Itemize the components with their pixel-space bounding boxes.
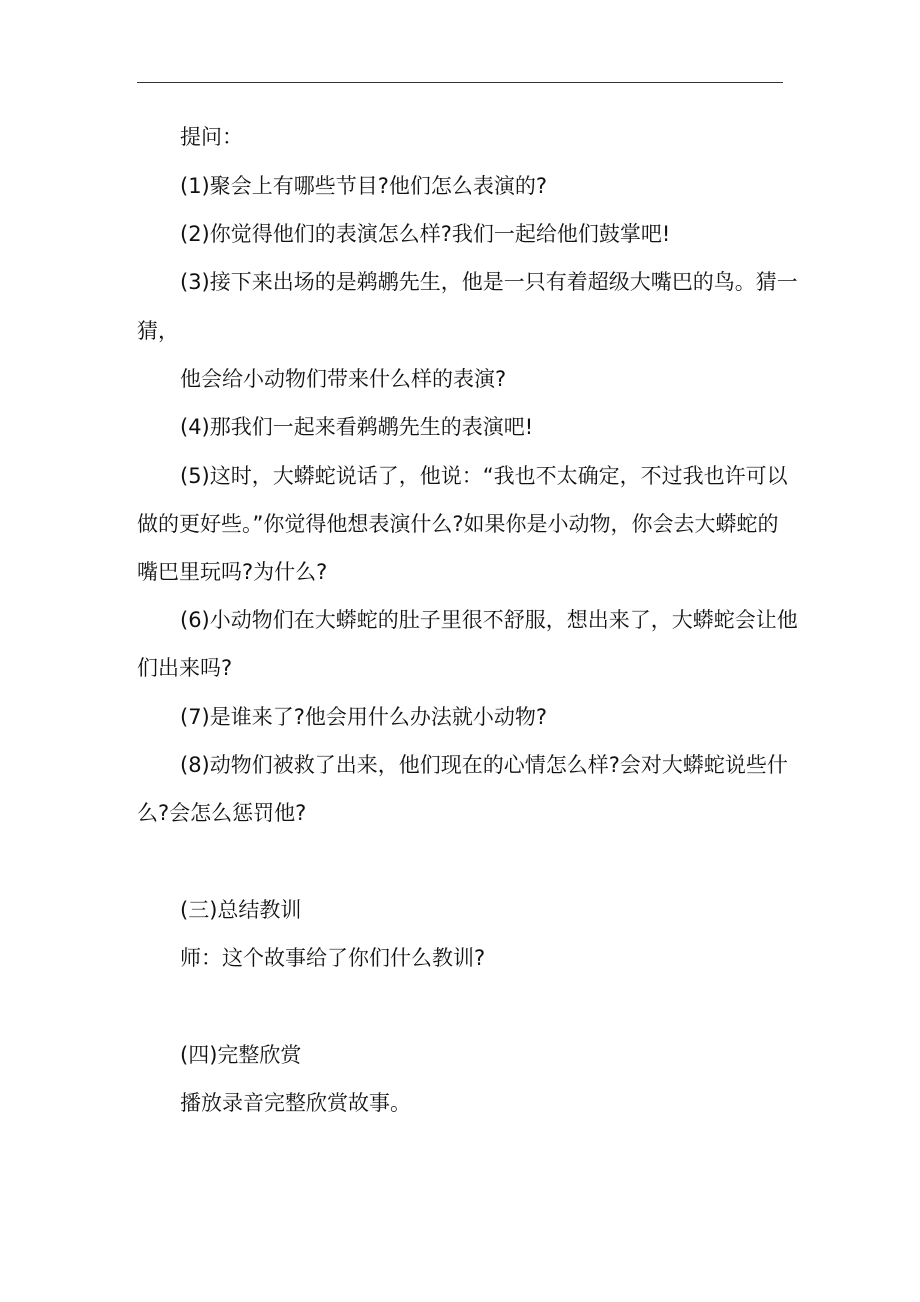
- question-3-line-2: 猜，: [137, 319, 179, 343]
- questions-heading: 提问：: [180, 125, 243, 149]
- section-3-text: 师：这个故事给了你们什么教训?: [180, 946, 486, 970]
- question-3-line-1: (3)接下来出场的是鹈鹕先生，他是一只有着超级大嘴巴的鸟。猜一: [180, 270, 798, 294]
- question-2: (2)你觉得他们的表演怎么样?我们一起给他们鼓掌吧!: [180, 222, 671, 246]
- question-5-line-2: 做的更好些。”你觉得他想表演什么?如果你是小动物，你会去大蟒蛇的: [137, 512, 779, 536]
- question-3-line-3: 他会给小动物们带来什么样的表演?: [180, 367, 507, 391]
- question-4: (4)那我们一起来看鹈鹕先生的表演吧!: [180, 415, 534, 439]
- question-5-line-1: (5)这时，大蟒蛇说话了，他说：“我也不太确定，不过我也许可以: [180, 464, 788, 488]
- section-4-heading: (四)完整欣赏: [180, 1043, 302, 1067]
- question-7: (7)是谁来了?他会用什么办法就小动物?: [180, 705, 548, 729]
- question-1: (1)聚会上有哪些节目?他们怎么表演的?: [180, 174, 548, 198]
- question-8-line-2: 么?会怎么惩罚他?: [137, 801, 307, 825]
- section-4-text: 播放录音完整欣赏故事。: [180, 1091, 411, 1115]
- question-8-line-1: (8)动物们被救了出来，他们现在的心情怎么样?会对大蟒蛇说些什: [180, 753, 788, 777]
- question-5-line-3: 嘴巴里玩吗?为什么?: [137, 560, 328, 584]
- header-divider: [137, 82, 783, 83]
- question-6-line-2: 们出来吗?: [137, 656, 233, 680]
- section-3-heading: (三)总结教训: [180, 898, 302, 922]
- question-6-line-1: (6)小动物们在大蟒蛇的肚子里很不舒服，想出来了，大蟒蛇会让他: [180, 608, 798, 632]
